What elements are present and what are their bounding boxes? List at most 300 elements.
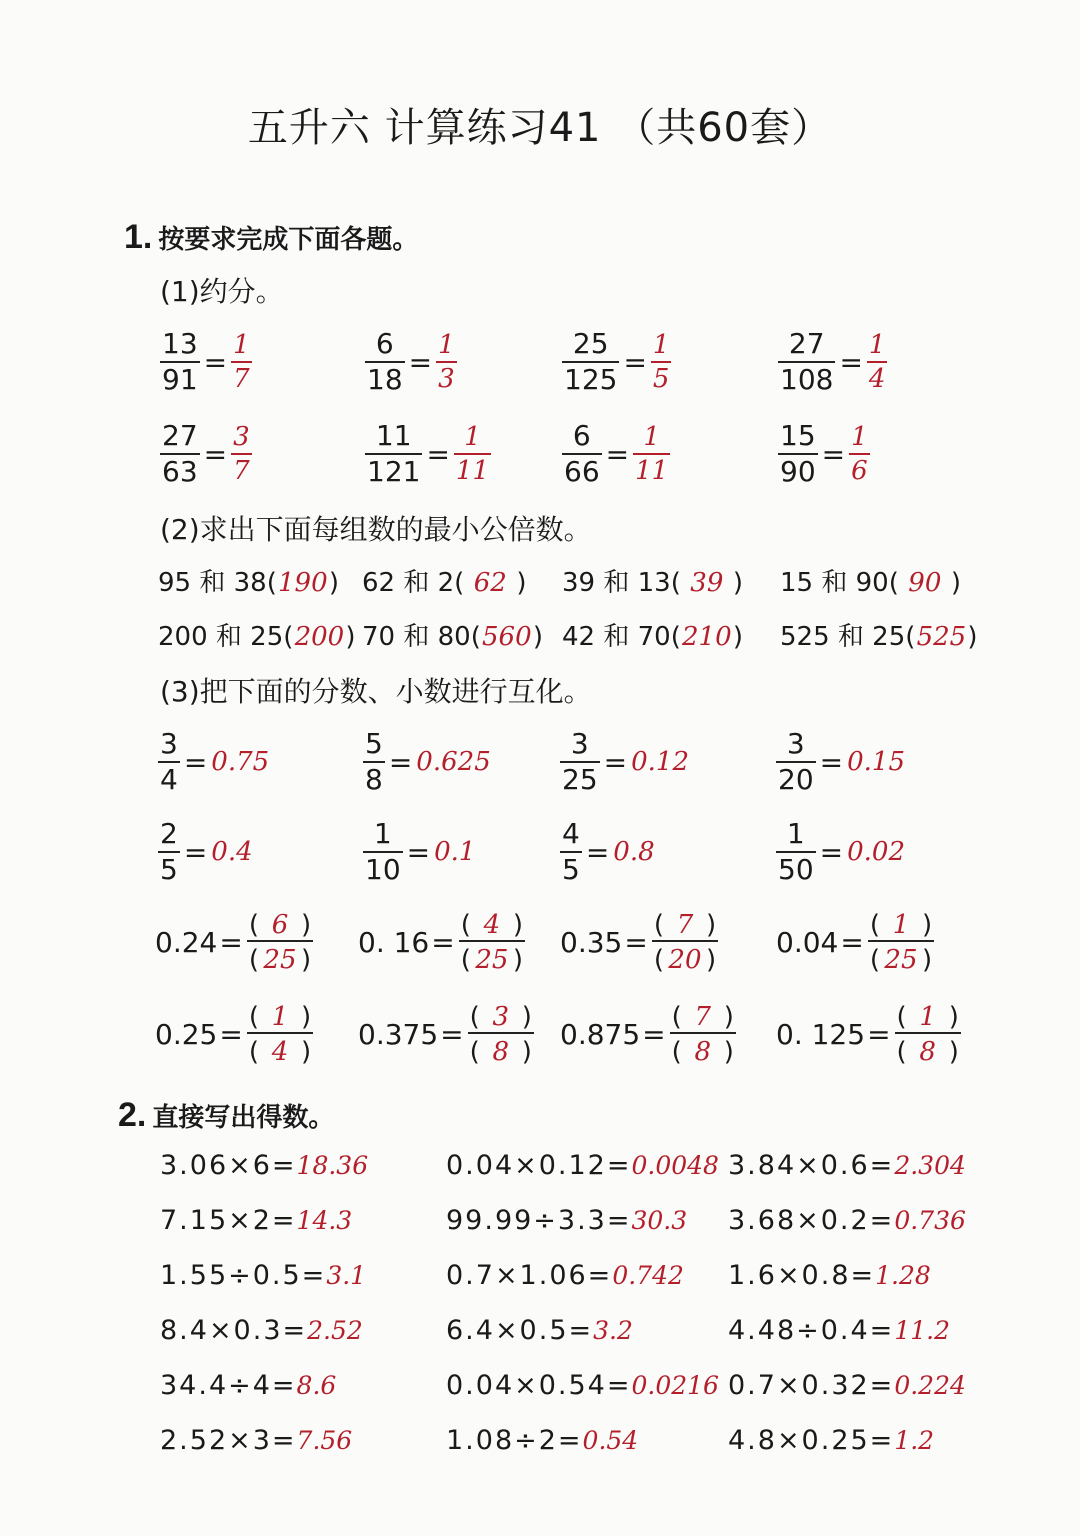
denominator-answer: 20: [668, 945, 702, 975]
open-paren: (: [469, 1002, 480, 1032]
lcm-answer: 190: [278, 568, 328, 598]
denominator: 4: [160, 763, 178, 796]
denominator: 6: [849, 453, 870, 484]
close-paren: ): [300, 1002, 312, 1032]
lcm-question: 42 和 70(: [562, 622, 681, 652]
question-text: 按要求完成下面各题。: [158, 225, 419, 255]
lcm-answer: 39: [690, 568, 724, 598]
denominator: 18: [367, 363, 403, 396]
decimal-answer: 0.4: [211, 837, 253, 867]
close-paren: ): [723, 1002, 734, 1032]
close-paren: ): [948, 1037, 959, 1067]
lcm-item: [780, 562, 961, 599]
close-paren: ): [921, 945, 933, 975]
denominator: 11: [633, 453, 670, 484]
fraction-to-decimal-item: [776, 817, 905, 886]
question-fraction: [363, 727, 385, 796]
fraction-to-decimal-item: [158, 817, 253, 886]
calculation-item: [728, 1205, 966, 1236]
numerator-answer: 1: [892, 910, 910, 940]
answer-fraction: [633, 424, 670, 484]
denominator: 3: [436, 361, 457, 392]
calculation-item: [728, 1260, 931, 1291]
numerator: 1: [438, 330, 455, 360]
question-fraction: [778, 419, 818, 488]
decimal-to-fraction-item: [358, 1002, 534, 1067]
answer-fraction: [895, 1002, 961, 1067]
answer-fraction: [247, 1002, 313, 1067]
question-text: 直接写出得数。: [152, 1103, 335, 1133]
decimal-question: 0.04: [776, 926, 839, 959]
open-paren: (: [896, 1002, 907, 1032]
close-paren: ): [521, 1037, 532, 1067]
decimal-to-fraction-item: [776, 1002, 961, 1067]
calculation-question: 3.06×6=: [160, 1150, 297, 1181]
numerator-answer: 3: [492, 1002, 510, 1032]
lcm-answer: 200: [294, 622, 345, 652]
question-2-heading: [118, 1096, 334, 1135]
lcm-question: 200 和 25(: [158, 622, 294, 652]
denominator: 7: [231, 361, 252, 392]
calculation-answer: 0.224: [894, 1371, 966, 1400]
decimal-question: 0.35: [560, 926, 623, 959]
calculation-answer: 0.742: [612, 1261, 684, 1290]
numerator: [895, 1002, 961, 1032]
calculation-question: 0.04×0.54=: [446, 1370, 632, 1401]
decimal-answer: 0.625: [416, 747, 491, 777]
question-fraction: [363, 817, 403, 886]
calculation-item: [446, 1150, 719, 1181]
numerator: [670, 1002, 736, 1032]
calculation-question: 34.4÷4=: [160, 1370, 297, 1401]
fraction-to-decimal-item: [560, 727, 689, 796]
equals-sign: =: [219, 1018, 243, 1051]
calculation-question: 0.7×1.06=: [446, 1260, 613, 1291]
close-paren: ): [723, 1037, 734, 1067]
calculation-question: 0.7×0.32=: [728, 1370, 895, 1401]
calculation-item: [728, 1425, 934, 1456]
equals-sign: =: [819, 835, 844, 869]
open-paren: (: [469, 1037, 480, 1067]
numerator-answer: 1: [919, 1002, 936, 1032]
reduce-fraction-item: [160, 327, 252, 396]
numerator-answer: 7: [694, 1002, 712, 1032]
numerator: 3: [786, 727, 805, 760]
open-paren: (: [671, 1002, 682, 1032]
question-fraction: [158, 817, 180, 886]
calculation-answer: 1.28: [875, 1261, 931, 1290]
answer-fraction: [436, 332, 457, 392]
open-paren: (: [671, 1037, 682, 1067]
close-paren: ): [948, 1002, 959, 1032]
lcm-answer: 525: [916, 622, 967, 652]
denominator-answer: 25: [884, 945, 918, 975]
equals-sign: =: [203, 345, 228, 379]
equals-sign: =: [605, 437, 630, 471]
fraction-to-decimal-item: [363, 817, 476, 886]
denominator: 125: [564, 363, 618, 396]
close-paren: ): [300, 910, 312, 940]
part-1-label: (1)约分。: [160, 275, 284, 308]
numerator: 4: [562, 817, 580, 850]
equals-sign: =: [603, 745, 628, 779]
numerator: [247, 1002, 313, 1032]
numerator: 13: [162, 327, 198, 360]
calculation-question: 6.4×0.5=: [446, 1315, 594, 1346]
open-paren: (: [869, 945, 880, 975]
reduce-fraction-item: [365, 419, 491, 488]
equals-sign: =: [203, 437, 228, 471]
numerator: 1: [233, 330, 250, 360]
lcm-question: 62 和 2(: [362, 568, 465, 598]
denominator: 91: [162, 363, 198, 396]
decimal-question: 0.24: [155, 926, 218, 959]
lcm-question: 525 和 25(: [780, 622, 916, 652]
lcm-question: 70 和 80(: [362, 622, 481, 652]
denominator: 10: [365, 853, 401, 886]
reduce-fraction-item: [365, 327, 457, 396]
numerator: 1: [373, 817, 392, 850]
calculation-question: 2.52×3=: [160, 1425, 297, 1456]
question-fraction: [560, 727, 600, 796]
lcm-answer: 62: [473, 568, 507, 598]
calculation-answer: 8.6: [296, 1371, 337, 1400]
calculation-item: [446, 1370, 719, 1401]
calculation-answer: 7.56: [296, 1426, 353, 1455]
calculation-answer: 2.304: [894, 1151, 966, 1180]
decimal-to-fraction-item: [560, 1002, 736, 1067]
close-paren: ): [950, 568, 961, 598]
numerator: 6: [572, 419, 591, 452]
close-paren: ): [300, 945, 312, 975]
decimal-to-fraction-item: [155, 1002, 313, 1067]
question-fraction: [562, 327, 619, 396]
calculation-item: [728, 1315, 950, 1346]
calculation-answer: 3.1: [326, 1261, 367, 1290]
denominator: 7: [231, 453, 252, 484]
numerator: 1: [464, 422, 481, 452]
denominator: 63: [162, 455, 198, 488]
fraction-to-decimal-item: [158, 727, 270, 796]
numerator: 27: [162, 419, 198, 452]
calculation-question: 7.15×2=: [160, 1205, 297, 1236]
close-paren: ): [345, 622, 356, 652]
decimal-answer: 0.1: [434, 837, 476, 867]
denominator: 5: [651, 361, 672, 392]
decimal-question: 0.875: [560, 1018, 641, 1051]
calculation-item: [446, 1260, 684, 1291]
numerator: 6: [375, 327, 394, 360]
equals-sign: =: [585, 835, 610, 869]
denominator: 50: [778, 853, 814, 886]
equals-sign: =: [623, 345, 647, 379]
calculation-item: [160, 1260, 366, 1291]
calculation-question: 1.6×0.8=: [728, 1260, 876, 1291]
close-paren: ): [732, 568, 743, 598]
reduce-fraction-item: [160, 419, 252, 488]
lcm-answer: 560: [482, 622, 532, 652]
numerator-answer: 6: [271, 910, 289, 940]
lcm-question: 39 和 13(: [562, 568, 681, 598]
denominator-answer: 25: [263, 945, 297, 975]
decimal-question: 0.25: [155, 1018, 218, 1051]
close-paren: ): [732, 622, 743, 652]
calculation-answer: 14.3: [296, 1206, 353, 1235]
answer-fraction: [247, 910, 313, 975]
equals-sign: =: [839, 345, 863, 379]
equals-sign: =: [821, 437, 846, 471]
denominator-answer: 8: [492, 1037, 510, 1067]
decimal-question: 0. 125: [776, 1018, 866, 1051]
decimal-to-fraction-item: [358, 910, 525, 975]
calculation-question: 1.55÷0.5=: [160, 1260, 327, 1291]
close-paren: ): [967, 622, 978, 652]
denominator-answer: 8: [919, 1037, 936, 1067]
equals-sign: =: [406, 835, 431, 869]
calculation-answer: 11.2: [894, 1316, 950, 1345]
equals-sign: =: [183, 835, 208, 869]
lcm-question: 15 和 90(: [780, 568, 899, 598]
denominator: [868, 940, 934, 975]
open-paren: (: [653, 945, 664, 975]
denominator: 66: [564, 455, 600, 488]
lcm-answer: 210: [682, 622, 732, 652]
question-fraction: [365, 327, 405, 396]
denominator: [247, 1032, 313, 1067]
equals-sign: =: [819, 745, 844, 779]
decimal-question: 0. 16: [358, 926, 430, 959]
equals-sign: =: [624, 926, 648, 959]
denominator: 25: [562, 763, 598, 796]
close-paren: ): [532, 622, 543, 652]
lcm-item: [362, 616, 543, 653]
equals-sign: =: [840, 926, 864, 959]
calculation-question: 4.48÷0.4=: [728, 1315, 895, 1346]
question-fraction: [776, 817, 816, 886]
numerator: 3: [570, 727, 589, 760]
open-paren: (: [248, 945, 259, 975]
open-paren: (: [653, 910, 664, 940]
lcm-item: [158, 616, 356, 653]
calculation-item: [160, 1150, 368, 1181]
close-paren: ): [705, 945, 717, 975]
question-number: 2.: [118, 1096, 147, 1134]
equals-sign: =: [426, 437, 450, 471]
part-2-label: (2)求出下面每组数的最小公倍数。: [160, 513, 592, 546]
question-fraction: [365, 419, 422, 488]
decimal-answer: 0.02: [847, 837, 905, 867]
decimal-to-fraction-item: [560, 910, 718, 975]
denominator: 20: [778, 763, 814, 796]
numerator: 5: [365, 727, 383, 760]
calculation-answer: 0.736: [894, 1206, 966, 1235]
denominator-answer: 4: [271, 1037, 289, 1067]
equals-sign: =: [440, 1018, 464, 1051]
close-paren: ): [521, 1002, 532, 1032]
numerator: [868, 910, 934, 940]
numerator: [247, 910, 313, 940]
denominator: 5: [160, 853, 178, 886]
calculation-item: [446, 1315, 633, 1346]
denominator-answer: 8: [694, 1037, 712, 1067]
numerator: 1: [643, 422, 660, 452]
numerator: 2: [160, 817, 178, 850]
equals-sign: =: [388, 745, 413, 779]
denominator: [652, 940, 718, 975]
numerator: 11: [375, 419, 412, 452]
numerator: 1: [652, 330, 670, 360]
calculation-item: [728, 1370, 966, 1401]
answer-fraction: [231, 332, 252, 392]
lcm-item: [158, 562, 339, 599]
calculation-question: 3.84×0.6=: [728, 1150, 895, 1181]
calculation-answer: 30.3: [631, 1206, 688, 1235]
calculation-question: 3.68×0.2=: [728, 1205, 895, 1236]
equals-sign: =: [867, 1018, 891, 1051]
open-paren: (: [248, 1037, 259, 1067]
question-fraction: [776, 727, 816, 796]
fraction-to-decimal-item: [776, 727, 905, 796]
denominator: [247, 940, 313, 975]
lcm-question: 95 和 38(: [158, 568, 277, 598]
calculation-answer: 0.0216: [631, 1371, 719, 1400]
answer-fraction: [670, 1002, 736, 1067]
lcm-item: [562, 616, 743, 653]
lcm-item: [780, 616, 978, 653]
denominator: 108: [780, 363, 834, 396]
answer-fraction: [867, 332, 888, 392]
denominator-answer: 25: [475, 945, 509, 975]
open-paren: (: [248, 1002, 259, 1032]
equals-sign: =: [183, 745, 208, 779]
denominator: [459, 940, 525, 975]
fraction-to-decimal-item: [560, 817, 655, 886]
calculation-item: [446, 1205, 687, 1236]
numerator-answer: 1: [271, 1002, 289, 1032]
numerator: 3: [160, 727, 178, 760]
decimal-answer: 0.12: [631, 747, 689, 777]
question-fraction: [778, 327, 835, 396]
question-fraction: [160, 327, 200, 396]
numerator: [468, 1002, 534, 1032]
equals-sign: =: [431, 926, 455, 959]
close-paren: ): [705, 910, 717, 940]
answer-fraction: [454, 424, 491, 484]
close-paren: ): [328, 568, 339, 598]
denominator: [468, 1032, 534, 1067]
open-paren: (: [460, 910, 471, 940]
denominator: [895, 1032, 961, 1067]
lcm-item: [362, 562, 526, 599]
numerator: 27: [788, 327, 825, 360]
open-paren: (: [460, 945, 471, 975]
decimal-answer: 0.75: [211, 747, 270, 777]
close-paren: ): [512, 910, 524, 940]
reduce-fraction-item: [778, 327, 887, 396]
numerator: [652, 910, 718, 940]
reduce-fraction-item: [562, 327, 671, 396]
open-paren: (: [248, 910, 259, 940]
calculation-answer: 0.54: [582, 1426, 639, 1455]
close-paren: ): [512, 945, 524, 975]
reduce-fraction-item: [562, 419, 670, 488]
answer-fraction: [868, 910, 934, 975]
calculation-item: [160, 1315, 363, 1346]
question-fraction: [562, 419, 602, 488]
answer-fraction: [231, 424, 252, 484]
answer-fraction: [459, 910, 525, 975]
question-1-heading: [124, 218, 418, 257]
calculation-question: 99.99÷3.3=: [446, 1205, 632, 1236]
lcm-answer: 90: [908, 568, 942, 598]
decimal-question: 0.375: [358, 1018, 439, 1051]
denominator: 11: [454, 453, 491, 484]
question-fraction: [158, 727, 180, 796]
close-paren: ): [300, 1037, 312, 1067]
numerator: 1: [868, 330, 886, 360]
calculation-item: [160, 1205, 352, 1236]
page-title: 五升六 计算练习41 （共60套）: [247, 105, 833, 151]
numerator: [459, 910, 525, 940]
equals-sign: =: [408, 345, 433, 379]
question-number: 1.: [124, 218, 153, 256]
part-3-label: (3)把下面的分数、小数进行互化。: [160, 675, 592, 708]
decimal-answer: 0.15: [847, 747, 905, 777]
decimal-answer: 0.8: [613, 837, 655, 867]
equals-sign: =: [642, 1018, 666, 1051]
answer-fraction: [849, 424, 870, 484]
denominator: 121: [367, 455, 421, 488]
calculation-item: [446, 1425, 638, 1456]
open-paren: (: [869, 910, 880, 940]
calculation-item: [160, 1370, 336, 1401]
denominator: 8: [365, 763, 383, 796]
equals-sign: =: [219, 926, 243, 959]
open-paren: (: [896, 1037, 907, 1067]
numerator: 3: [233, 422, 250, 452]
calculation-answer: 1.2: [894, 1426, 935, 1455]
numerator: 15: [780, 419, 816, 452]
numerator: 1: [786, 817, 805, 850]
question-fraction: [560, 817, 582, 886]
answer-fraction: [652, 910, 718, 975]
calculation-answer: 3.2: [593, 1316, 633, 1345]
answer-fraction: [651, 332, 672, 392]
calculation-question: 1.08÷2=: [446, 1425, 583, 1456]
close-paren: ): [516, 568, 527, 598]
numerator-answer: 4: [483, 910, 501, 940]
decimal-to-fraction-item: [776, 910, 934, 975]
denominator: [670, 1032, 736, 1067]
reduce-fraction-item: [778, 419, 870, 488]
fraction-to-decimal-item: [363, 727, 491, 796]
denominator: 5: [562, 853, 580, 886]
numerator: 1: [851, 422, 868, 452]
calculation-answer: 18.36: [296, 1151, 369, 1180]
close-paren: ): [921, 910, 933, 940]
calculation-question: 4.8×0.25=: [728, 1425, 895, 1456]
answer-fraction: [468, 1002, 534, 1067]
calculation-item: [160, 1425, 352, 1456]
decimal-to-fraction-item: [155, 910, 313, 975]
calculation-item: [728, 1150, 966, 1181]
numerator: 25: [572, 327, 609, 360]
denominator: 4: [867, 361, 888, 392]
denominator: 90: [780, 455, 816, 488]
calculation-question: 0.04×0.12=: [446, 1150, 632, 1181]
calculation-answer: 0.0048: [631, 1151, 719, 1180]
question-fraction: [160, 419, 200, 488]
